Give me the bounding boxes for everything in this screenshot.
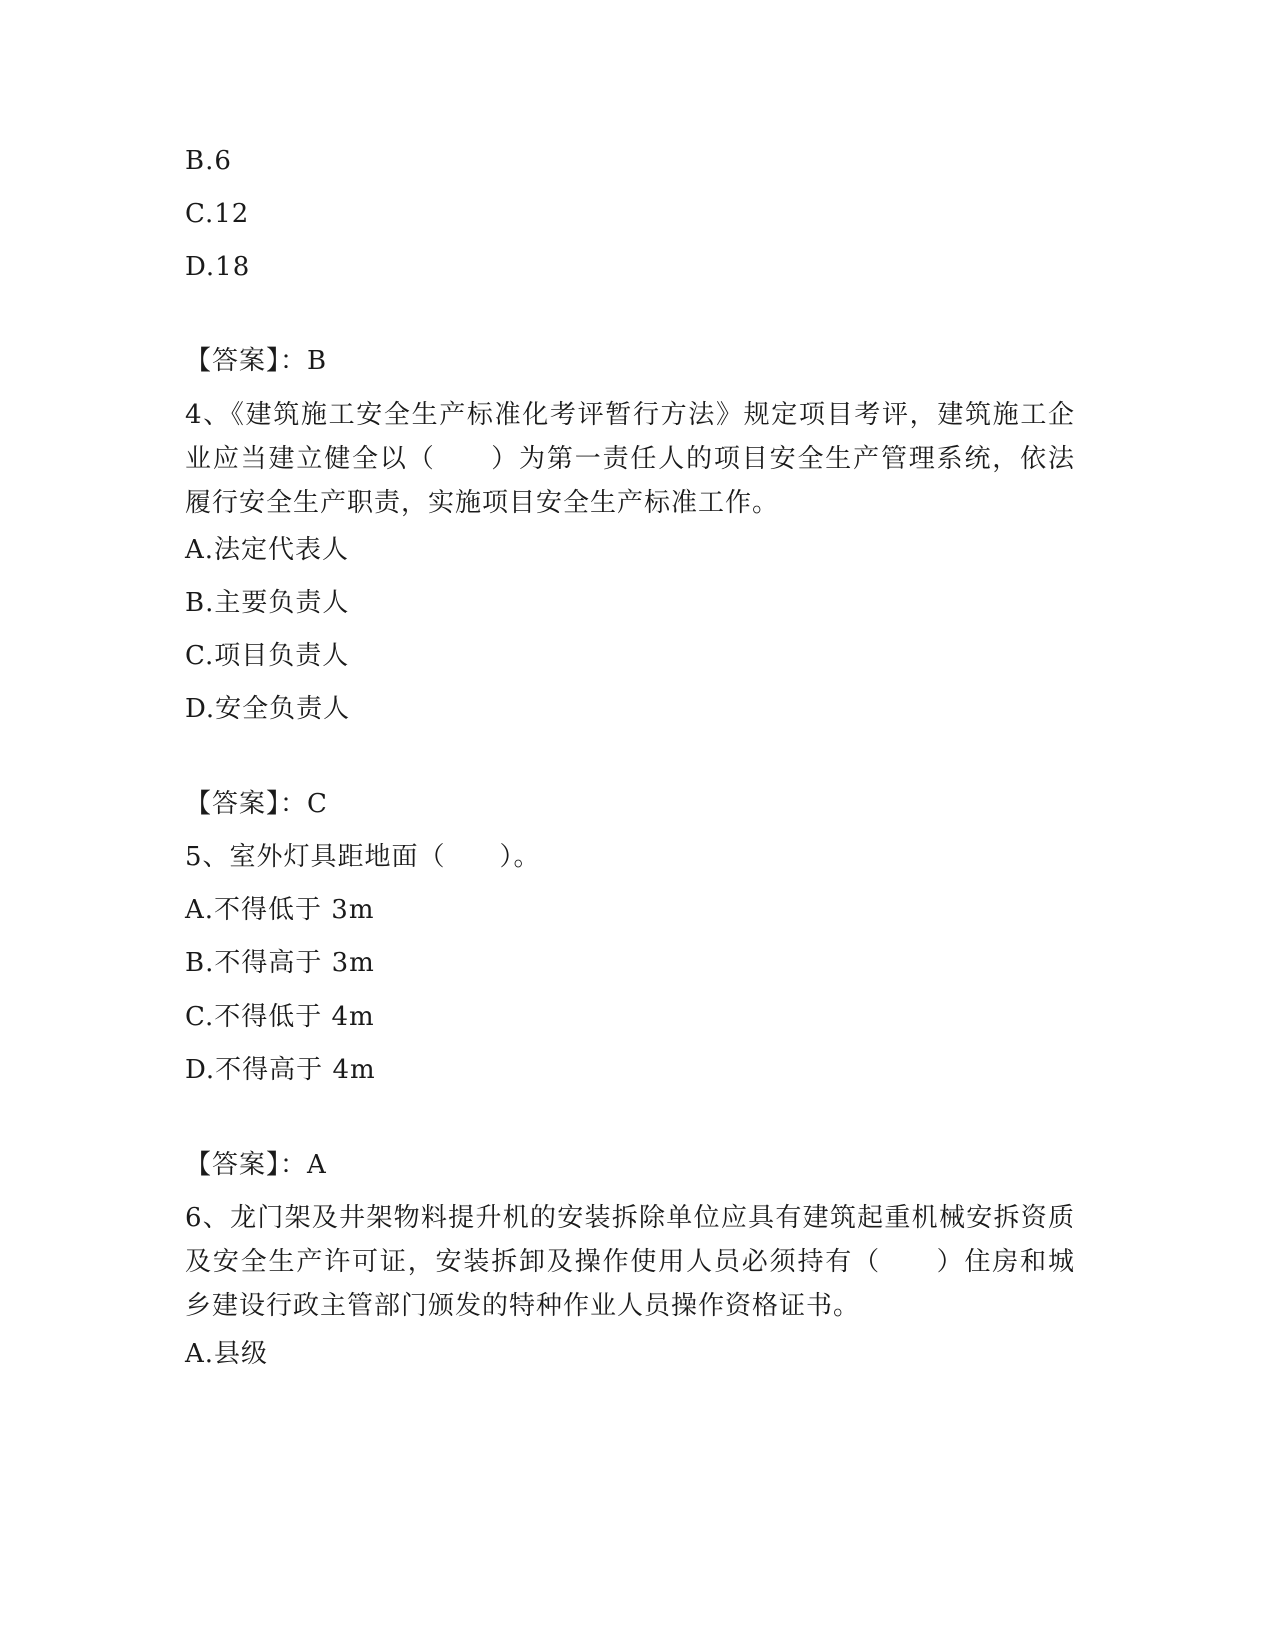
q5-stem: 5、室外灯具距地面（ ）。 — [185, 842, 541, 872]
q6-option-a: A.县级 — [185, 1339, 269, 1369]
q5-option-a: A.不得低于 3m — [185, 895, 375, 925]
q4-answer: 【答案】：C — [185, 789, 328, 819]
q3-option-d: D.18 — [185, 252, 251, 282]
q3-option-b: B.6 — [185, 146, 232, 176]
q6-stem: 6、龙门架及井架物料提升机的安装拆除单位应具有建筑起重机械安拆资质及安全生产许可证，安装拆卸及操作使用人员必须持有（ ）住房和城乡建设行政主管部门颁发的特种作业人员操作资格证书。 — [185, 1203, 1075, 1321]
q5-answer: 【答案】：A — [185, 1150, 327, 1180]
q4-option-d: D.安全负责人 — [185, 694, 351, 724]
q3-option-c: C.12 — [185, 199, 250, 229]
q5-option-b: B.不得高于 3m — [185, 948, 375, 978]
q3-answer: 【答案】：B — [185, 346, 328, 376]
q5-option-d: D.不得高于 4m — [185, 1055, 376, 1085]
q5-option-c: C.不得低于 4m — [185, 1002, 375, 1032]
q4-option-a: A.法定代表人 — [185, 535, 350, 565]
q4-stem: 4、《建筑施工安全生产标准化考评暂行方法》规定项目考评，建筑施工企业应当建立健全以（ ）为第一责任人的项目安全生产管理系统，依法履行安全生产职责，实施项目安全生产标准工作。 — [185, 400, 1075, 518]
q4-option-c: C.项目负责人 — [185, 641, 350, 671]
q4-option-b: B.主要负责人 — [185, 588, 350, 618]
